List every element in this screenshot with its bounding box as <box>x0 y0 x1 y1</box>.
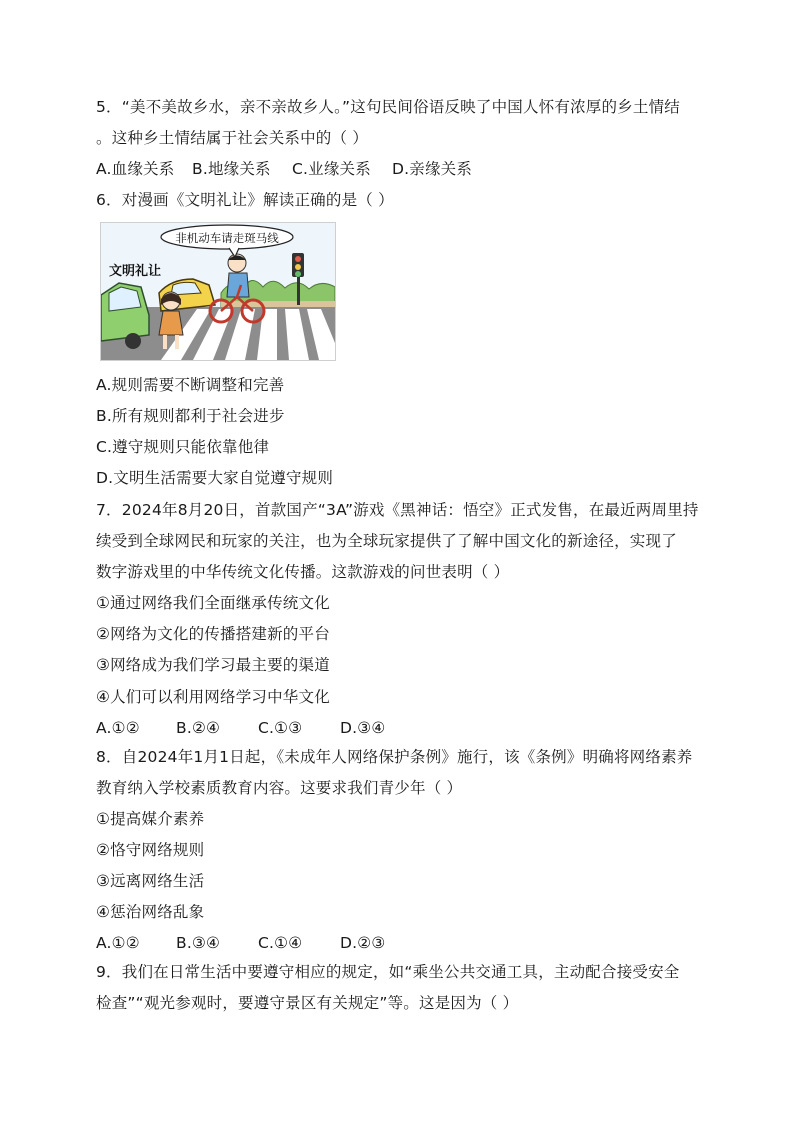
q8-option-d: D.②③ <box>340 934 386 952</box>
q7-item-4: ④人们可以利用网络学习中华文化 <box>96 688 330 706</box>
q5-stem-line2: 。这种乡土情结属于社会关系中的（ ） <box>96 129 369 147</box>
q8-options <box>96 932 385 954</box>
q7-option-a: A.①② <box>96 719 140 737</box>
cartoon-title: 文明礼让 <box>109 264 162 279</box>
q7-item-2: ②网络为文化的传播搭建新的平台 <box>96 625 330 643</box>
q7-item-1: ①通过网络我们全面继承传统文化 <box>96 594 330 612</box>
q7-option-d: D.③④ <box>340 719 386 737</box>
q7-options <box>96 717 385 739</box>
q7-stem-line2: 续受到全球网民和玩家的关注，也为全球玩家提供了了解中国文化的新途径，实现了 <box>96 532 677 550</box>
q6-option-c: C.遵守规则只能依靠他律 <box>96 438 270 456</box>
civility-cartoon-image <box>100 222 336 361</box>
q8-option-a: A.①② <box>96 934 140 952</box>
q6-option-a: A.规则需要不断调整和完善 <box>96 376 285 394</box>
q5-option-c: C.业缘关系 <box>292 160 371 178</box>
q7-item-3: ③网络成为我们学习最主要的渠道 <box>96 656 330 674</box>
cartoon-bubble-text: 非机动车请走斑马线 <box>175 231 279 245</box>
q8-item-4: ④惩治网络乱象 <box>96 903 205 921</box>
q9-stem-line1: 9．我们在日常生活中要遵守相应的规定，如“乘坐公共交通工具，主动配合接受安全 <box>96 963 680 981</box>
q8-item-2: ②恪守网络规则 <box>96 841 205 859</box>
q7-stem-line3: 数字游戏里的中华传统文化传播。这款游戏的问世表明（ ） <box>96 563 510 581</box>
q6-option-b: B.所有规则都利于社会进步 <box>96 407 285 425</box>
q8-stem-line1: 8．自2024年1月1日起，《未成年人网络保护条例》施行，该《条例》明确将网络素养 <box>96 748 693 766</box>
q8-item-1: ①提高媒介素养 <box>96 810 205 828</box>
q5-option-b: B.地缘关系 <box>192 160 271 178</box>
q8-option-c: C.①④ <box>258 934 303 952</box>
q5-stem-line1: 5．“美不美故乡水，亲不亲故乡人。”这句民间俗语反映了中国人怀有浓厚的乡土情结 <box>96 98 680 116</box>
q5-option-d: D.亲缘关系 <box>392 160 473 178</box>
q7-option-b: B.②④ <box>176 719 221 737</box>
q7-stem-line1: 7．2024年8月20日，首款国产“3A”游戏《黑神话：悟空》正式发售，在最近两周里持 <box>96 501 699 519</box>
q6-option-d: D.文明生活需要大家自觉遵守规则 <box>96 469 334 487</box>
q8-option-b: B.③④ <box>176 934 221 952</box>
q6-stem-line1: 6．对漫画《文明礼让》解读正确的是（ ） <box>96 191 394 209</box>
q9-stem-line2: 检查”“观光参观时，要遵守景区有关规定”等。这是因为（ ） <box>96 994 519 1012</box>
q5-option-a: A.血缘关系 <box>96 160 175 178</box>
q7-option-c: C.①③ <box>258 719 303 737</box>
q8-stem-line2: 教育纳入学校素质教育内容。这要求我们青少年（ ） <box>96 779 463 797</box>
q8-item-3: ③远离网络生活 <box>96 872 205 890</box>
q5-options <box>96 158 472 180</box>
